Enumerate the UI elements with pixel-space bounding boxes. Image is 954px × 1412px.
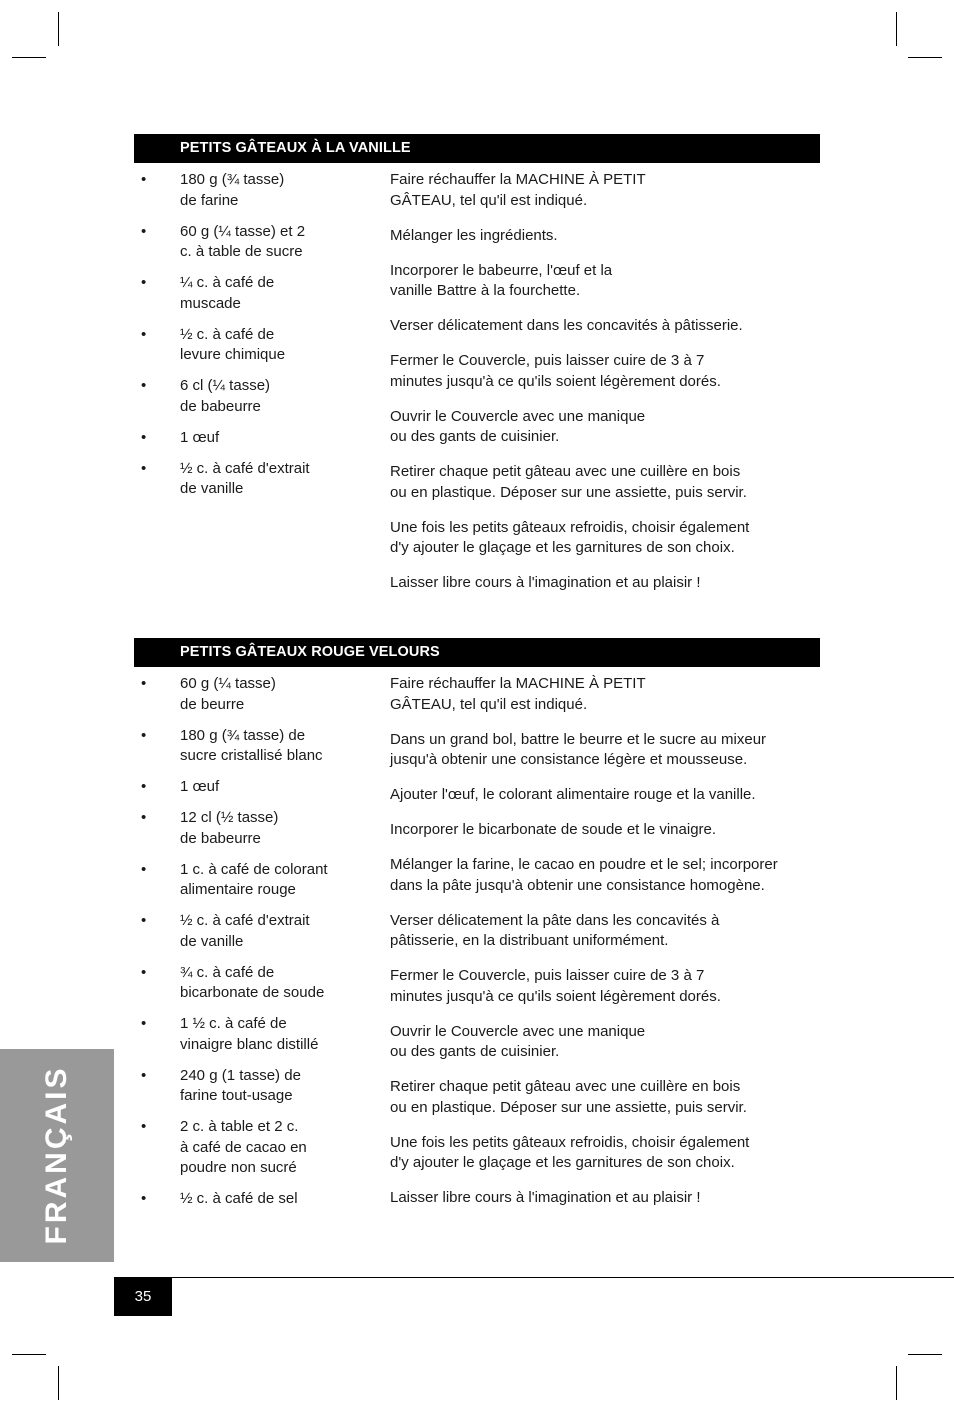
step-item: Mélanger la farine, le cacao en poudre et le sel; incorporer dans la pâte jusqu'à obtenir une consistance homogène.: [390, 856, 778, 894]
crop-mark: [896, 1366, 897, 1400]
bullet-icon: •: [141, 1118, 147, 1135]
step-item: Faire réchauffer la MACHINE À PETIT GÂTEAU, tel qu'il est indiqué.: [390, 675, 646, 713]
step-item: Retirer chaque petit gâteau avec une cuillère en bois ou en plastique. Déposer sur une assiette, puis servir.: [390, 463, 747, 501]
language-side-tab: [0, 1049, 114, 1262]
bullet-icon: •: [141, 459, 147, 477]
recipe-title-red-velvet: PETITS GÂTEAUX ROUGE VELOURS: [134, 638, 820, 667]
crop-mark: [896, 12, 897, 46]
bullet-icon: •: [141, 1015, 147, 1032]
bullet-icon: •: [141, 377, 147, 394]
bullet-icon: •: [141, 726, 147, 744]
step-item: Verser délicatement dans les concavités à pâtisserie.: [390, 317, 743, 334]
ingredient-text: 6 cl (¼ tasse) de babeurre: [180, 377, 271, 415]
ingredient-item: [136, 911, 366, 952]
bullet-icon: •: [141, 171, 147, 188]
ingredient-item: [136, 273, 366, 314]
ingredient-item: [136, 1189, 366, 1210]
ingredient-item: [136, 777, 366, 798]
ingredient-text: ½ c. à café d'extrait de vanille: [180, 912, 310, 950]
ingredient-text: 180 g (¾ tasse) de sucre cristallisé blanc: [180, 726, 323, 764]
bullet-icon: •: [141, 1066, 147, 1084]
ingredient-item: [136, 808, 366, 849]
ingredient-text: 1 c. à café de colorant alimentaire rouge: [180, 860, 328, 898]
language-label: FRANÇAIS: [40, 1065, 73, 1245]
ingredient-item: [136, 1014, 366, 1055]
step-item: Mélanger les ingrédients.: [390, 226, 558, 244]
bullet-icon: •: [141, 963, 147, 981]
bullet-icon: •: [141, 274, 147, 291]
step-list-vanilla: [390, 170, 810, 608]
ingredient-item: [136, 674, 366, 715]
crop-mark: [58, 1366, 59, 1400]
crop-mark: [12, 1354, 46, 1355]
ingredient-text: 12 cl (½ tasse) de babeurre: [180, 809, 279, 847]
crop-mark: [908, 1354, 942, 1355]
ingredient-item: [136, 963, 366, 1004]
bullet-icon: •: [141, 325, 147, 343]
step-item: Laisser libre cours à l'imagination et au plaisir !: [390, 574, 701, 591]
ingredient-text: 240 g (1 tasse) de farine tout-usage: [180, 1066, 301, 1104]
ingredient-item: [136, 376, 366, 417]
footer-rule: [114, 1277, 954, 1278]
bullet-icon: •: [141, 912, 147, 929]
ingredient-text: 60 g (¼ tasse) et 2 c. à table de sucre: [180, 222, 306, 260]
recipe-title-vanilla: PETITS GÂTEAUX À LA VANILLE: [134, 134, 820, 163]
bullet-icon: •: [141, 860, 147, 878]
step-item: Verser délicatement la pâte dans les concavités à pâtisserie, en la distribuant uniformément.: [390, 911, 720, 949]
step-item: Fermer le Couvercle, puis laisser cuire de 3 à 7 minutes jusqu'à ce qu'ils soient légèrement dorés.: [390, 352, 721, 390]
step-item: Une fois les petits gâteaux refroidis, choisir également d'y ajouter le glaçage et les garnitures de son choix.: [390, 1133, 750, 1171]
ingredient-item: [136, 726, 366, 767]
step-item: Faire réchauffer la MACHINE À PETIT GÂTEAU, tel qu'il est indiqué.: [390, 171, 646, 209]
crop-mark: [908, 57, 942, 58]
step-item: Dans un grand bol, battre le beurre et le sucre au mixeur jusqu'à obtenir une consistance légère et mousseuse.: [390, 730, 767, 768]
bullet-icon: •: [141, 428, 147, 446]
ingredient-text: 2 c. à table et 2 c. à café de cacao en poudre non sucré: [180, 1118, 307, 1176]
step-list-red-velvet: [390, 674, 810, 1223]
bullet-icon: •: [141, 222, 147, 240]
ingredient-item: [136, 1066, 366, 1107]
step-item: Ajouter l'œuf, le colorant alimentaire rouge et la vanille.: [390, 786, 756, 803]
ingredient-item: [136, 428, 366, 449]
ingredient-item: [136, 170, 366, 211]
ingredient-text: 1 œuf: [180, 428, 220, 446]
step-item: Ouvrir le Couvercle avec une manique ou des gants de cuisinier.: [390, 1022, 646, 1060]
ingredient-text: 1 œuf: [180, 778, 220, 795]
ingredient-text: ½ c. à café d'extrait de vanille: [180, 459, 310, 497]
step-item: Incorporer le bicarbonate de soude et le vinaigre.: [390, 821, 717, 838]
step-item: Laisser libre cours à l'imagination et au plaisir !: [390, 1189, 701, 1206]
crop-mark: [58, 12, 59, 46]
ingredient-text: ½ c. à café de levure chimique: [180, 325, 286, 363]
ingredient-list-red-velvet: [136, 674, 366, 1220]
ingredient-text: 1 ½ c. à café de vinaigre blanc distillé: [180, 1015, 319, 1053]
step-item: Ouvrir le Couvercle avec une manique ou des gants de cuisinier.: [390, 407, 646, 445]
step-item: Incorporer le babeurre, l'œuf et la vanille Battre à la fourchette.: [390, 261, 613, 299]
ingredient-text: 60 g (¼ tasse) de beurre: [180, 675, 276, 713]
step-item: Fermer le Couvercle, puis laisser cuire de 3 à 7 minutes jusqu'à ce qu'ils soient légèrement dorés.: [390, 967, 721, 1005]
ingredient-list-vanilla: [136, 170, 366, 510]
step-item: Retirer chaque petit gâteau avec une cuillère en bois ou en plastique. Déposer sur une assiette, puis servir.: [390, 1078, 747, 1116]
ingredient-text: ¼ c. à café de muscade: [180, 274, 275, 312]
bullet-icon: •: [141, 1190, 147, 1207]
crop-mark: [12, 57, 46, 58]
ingredient-item: [136, 325, 366, 366]
bullet-icon: •: [141, 675, 147, 692]
ingredient-text: ½ c. à café de sel: [180, 1190, 298, 1207]
bullet-icon: •: [141, 778, 147, 795]
ingredient-text: ¾ c. à café de bicarbonate de soude: [180, 963, 325, 1001]
bullet-icon: •: [141, 809, 147, 826]
step-item: Une fois les petits gâteaux refroidis, choisir également d'y ajouter le glaçage et les garnitures de son choix.: [390, 518, 750, 556]
ingredient-text: 180 g (¾ tasse) de farine: [180, 171, 285, 209]
ingredient-item: [136, 860, 366, 901]
ingredient-item: [136, 222, 366, 263]
ingredient-item: [136, 1117, 366, 1179]
ingredient-item: [136, 459, 366, 500]
page-number: 35: [114, 1278, 172, 1316]
